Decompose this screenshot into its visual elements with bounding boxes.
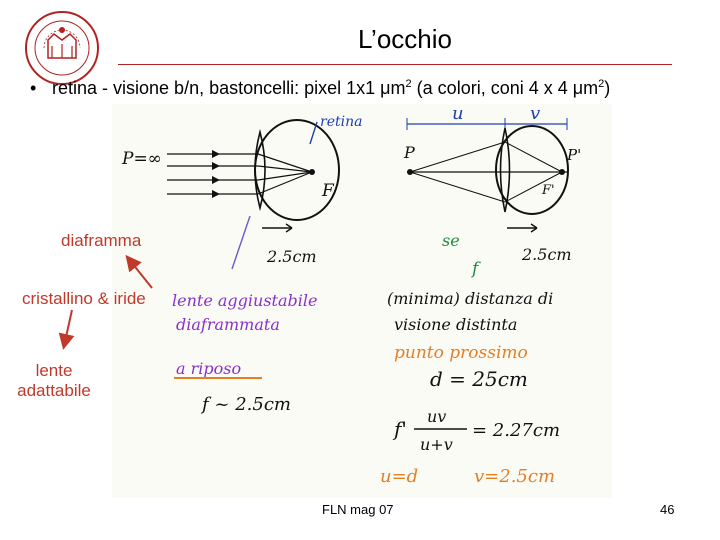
focal-approx-note: f ~ 2.5cm <box>202 394 291 415</box>
d-equals-note: d = 25cm <box>430 367 528 391</box>
adjustable-lens-note: lente aggiustabile <box>172 291 318 310</box>
denominator-u-plus-v: u+v <box>420 435 453 454</box>
bullet-text-middle: (a colori, coni 4 x 4 μm <box>411 78 599 98</box>
object-point-label: P <box>404 143 415 162</box>
bullet-sup-1: 2 <box>405 78 412 90</box>
bullet-text-suffix: ) <box>604 78 611 98</box>
right-distance-label: 2.5cm <box>522 245 572 264</box>
diaphragm-note: diaframmata <box>176 315 280 334</box>
footer-text: FLN mag 07 <box>322 502 394 517</box>
left-distance-label: 2.5cm <box>267 247 317 266</box>
u-equals-d-note: u=d <box>380 466 419 487</box>
label-diaframma: diaframma <box>61 231 142 250</box>
condition-se-label: se <box>442 231 460 250</box>
retina-label: retina <box>320 114 363 130</box>
green-f-label: f <box>472 259 479 279</box>
image-point-label: P' <box>567 146 582 164</box>
v-equals-note: v=2.5cm <box>474 466 556 487</box>
label-cristallino-iride: cristallino & iride <box>22 289 146 308</box>
numerator-uv: uv <box>427 407 447 426</box>
near-point-note: punto prossimo <box>394 343 528 363</box>
arrow-lente <box>64 310 72 346</box>
slide-title: L’occhio <box>358 24 452 54</box>
label-lente-adattabile: lente adattabile <box>17 361 91 400</box>
equation-result: = 2.27cm <box>472 420 561 441</box>
handwritten-eye-diagram <box>112 104 612 498</box>
focus-f-label: F <box>322 181 334 201</box>
f-prime-symbol: f' <box>394 417 407 441</box>
p-infinity-label: P=∞ <box>122 149 162 169</box>
v-distance-label: v <box>530 104 541 124</box>
bullet-text-prefix: retina - visione b/n, bastoncelli: pixel 1x1 μm <box>52 78 406 98</box>
bullet-point <box>30 78 610 99</box>
bullet-dot: • <box>30 78 37 98</box>
page-number: 46 <box>660 502 675 517</box>
distinct-vision-note: visione distinta <box>394 315 518 334</box>
title-divider <box>118 64 672 65</box>
minimum-distance-note: (minima) distanza di <box>387 289 554 308</box>
bullet-sup-2: 2 <box>598 78 605 90</box>
u-distance-label: u <box>452 104 464 124</box>
at-rest-note: a riposo <box>176 359 242 378</box>
focus-f-prime-label: F' <box>542 183 555 198</box>
